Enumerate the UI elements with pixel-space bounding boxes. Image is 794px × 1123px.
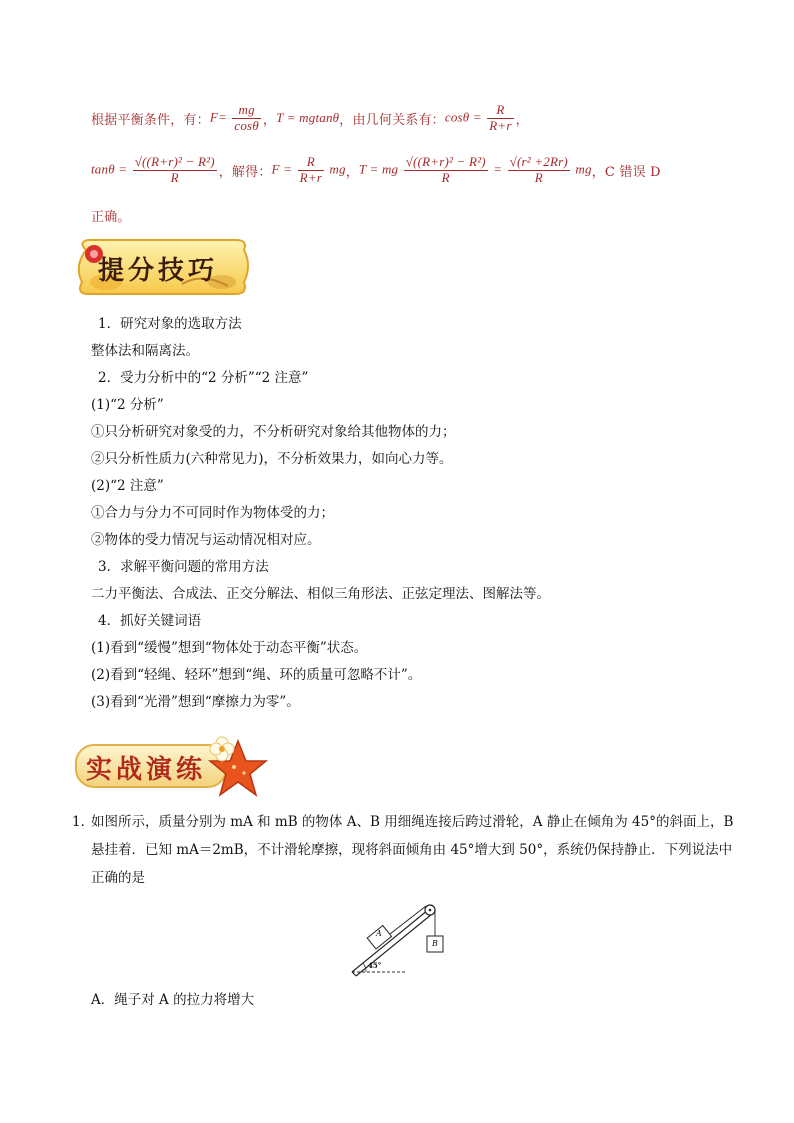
tips-text: (1)看到“缓慢”想到“物体处于动态平衡”状态。 [91, 640, 368, 656]
question-text: 正确的是 [91, 870, 145, 886]
tips-heading-4: 4．抓好关键词语 [98, 613, 202, 629]
tips-badge [72, 236, 252, 298]
practice-badge-label: 实战演练 [86, 755, 207, 785]
tips-text: (2)“2 注意” [91, 478, 164, 494]
tips-text: 二力平衡法、合成法、正交分解法、相似三角形法、正弦定理法、图解法等。 [91, 586, 550, 602]
formula-cos: cosθ = $\frac{R}{R+r}$ [444, 101, 512, 133]
solution-line-3: 正确。 [91, 210, 131, 225]
question-number: 1． [72, 814, 95, 830]
angle-label: 45° [368, 961, 382, 970]
question-text: 如图所示，质量分别为 mA 和 mB 的物体 A、B 用细绳连接后跨过滑轮，A 静止在倾角为 45°的斜面上，B [91, 814, 734, 830]
formula-t-result: T = mg $\frac{\text{√((R+r)² − R²)}}{R}$ = $\frac{\text{√(r² +2Rr)}}{R}$ mg [358, 153, 592, 185]
tips-text: (3)看到“光滑”想到“摩擦力为零”。 [91, 694, 300, 710]
solution-text: 根据平衡条件，有： [91, 112, 210, 128]
formula-tan: tanθ = $\frac{\text{√((R+r)² − R²)}}{R}$ [91, 153, 215, 185]
tips-text: (1)“2 分析” [91, 397, 164, 413]
tips-badge-label: 提分技巧 [98, 256, 219, 286]
tips-list [91, 311, 771, 716]
block-b-label: B [432, 939, 438, 948]
formula-f: F= $\frac{mg}{\cos\theta}$ [209, 101, 259, 133]
tips-text: ②物体的受力情况与运动情况相对应。 [91, 532, 321, 548]
tips-heading-3: 3．求解平衡问题的常用方法 [98, 559, 269, 575]
tips-text: (2)看到“轻绳、轻环”想到“绳、环的质量可忽略不计”。 [91, 667, 422, 683]
formula-f-result: F = $\frac{R}{R+r}$ mg [271, 153, 346, 185]
option-a: A．绳子对 A 的拉力将增大 [91, 992, 255, 1008]
question-1 [72, 808, 762, 892]
tips-text: ①只分析研究对象受的力，不分析研究对象给其他物体的力； [91, 424, 456, 440]
solution-line-2: tanθ = $\frac{\text{√((R+r)² − R²)}}{R}$ ，解得： F = $\frac{R}{R+r}$ mg ， T = mg $\frac{\text{√((R+r)² − R²)}}{R}$ = $\frac{\text{√(r² +2Rr)}}{R}$ mg ，C 错误 D [91, 153, 661, 185]
tips-text: 整体法和隔离法。 [91, 343, 199, 359]
solution-line-1: 根据平衡条件，有： F= $\frac{mg}{\cos\theta}$ ， T = mgtanθ ，由几何关系有： cosθ = $\frac{R}{R+r}$ ， [91, 101, 529, 133]
tips-text: ①合力与分力不可同时作为物体受的力； [91, 505, 334, 521]
tips-heading-2: 2．受力分析中的“2 分析”“2 注意” [98, 370, 309, 386]
question-text: 悬挂着．已知 mA＝2mB，不计滑轮摩擦，现将斜面倾角由 45°增大到 50°，系统仍保持静止．下列说法中 [91, 842, 733, 858]
formula-t: T = mgtanθ [276, 110, 340, 125]
tips-text: ②只分析性质力(六种常见力)，不分析效果力，如向心力等。 [91, 451, 453, 467]
incline-figure [348, 898, 458, 978]
tips-heading-1: 1．研究对象的选取方法 [98, 316, 242, 332]
practice-badge [72, 735, 272, 797]
block-a-label: A [376, 929, 382, 938]
